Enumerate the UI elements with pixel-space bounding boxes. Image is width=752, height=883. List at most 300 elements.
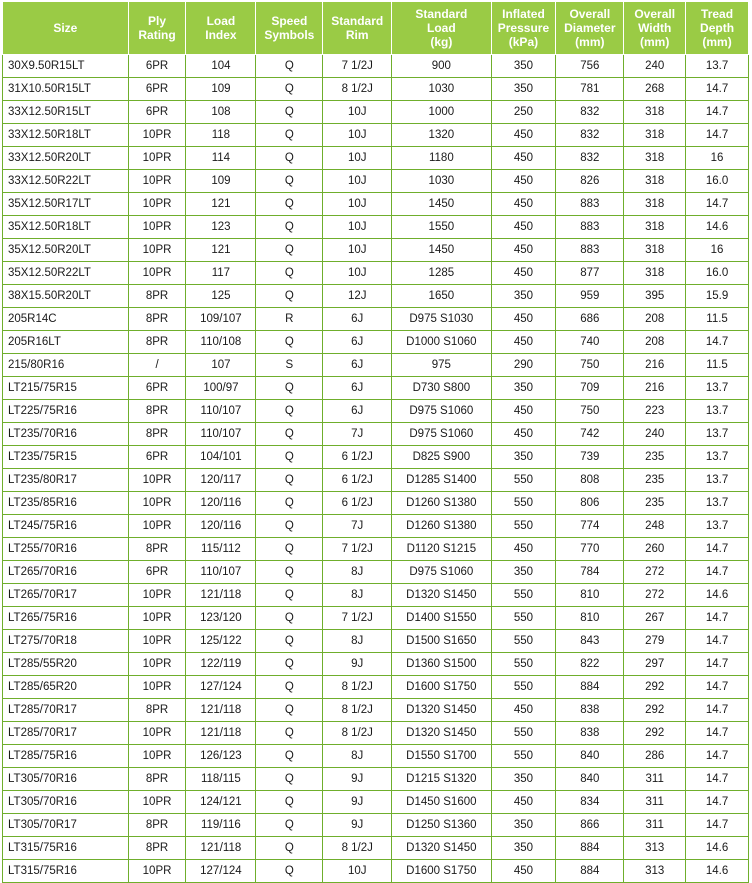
cell-inflated-pressure: 550 <box>491 607 556 630</box>
cell-size: LT235/85R16 <box>3 492 129 515</box>
cell-ply-rating: 8PR <box>128 837 186 860</box>
cell-standard-rim: 7J <box>323 423 392 446</box>
cell-speed-symbol: R <box>256 308 323 331</box>
table-row <box>3 837 749 860</box>
cell-ply-rating: 10PR <box>128 262 186 285</box>
cell-size: LT245/75R16 <box>3 515 129 538</box>
cell-ply-rating: 10PR <box>128 676 186 699</box>
cell-load-index: 114 <box>186 147 256 170</box>
cell-standard-rim: 12J <box>323 285 392 308</box>
cell-size: 205R16LT <box>3 331 129 354</box>
cell-load-index: 121/118 <box>186 722 256 745</box>
cell-size: LT265/70R16 <box>3 561 129 584</box>
cell-inflated-pressure: 450 <box>491 124 556 147</box>
cell-ply-rating: 10PR <box>128 469 186 492</box>
cell-size: LT285/70R17 <box>3 699 129 722</box>
cell-standard-load: D1500 S1650 <box>392 630 491 653</box>
cell-speed-symbol: Q <box>256 653 323 676</box>
cell-standard-load: D1320 S1450 <box>392 722 491 745</box>
cell-tread-depth: 15.9 <box>686 285 749 308</box>
cell-size: LT235/70R16 <box>3 423 129 446</box>
cell-overall-width: 260 <box>624 538 686 561</box>
cell-standard-load: 1320 <box>392 124 491 147</box>
cell-overall-width: 318 <box>624 170 686 193</box>
cell-load-index: 110/108 <box>186 331 256 354</box>
cell-inflated-pressure: 350 <box>491 285 556 308</box>
cell-ply-rating: 10PR <box>128 492 186 515</box>
table-row <box>3 814 749 837</box>
cell-speed-symbol: Q <box>256 147 323 170</box>
cell-speed-symbol: Q <box>256 285 323 308</box>
column-header-ply-rating: Ply Rating <box>128 2 186 55</box>
cell-size: LT215/75R15 <box>3 377 129 400</box>
cell-overall-diameter: 959 <box>556 285 624 308</box>
cell-standard-load: D1450 S1600 <box>392 791 491 814</box>
cell-speed-symbol: Q <box>256 377 323 400</box>
cell-overall-diameter: 838 <box>556 722 624 745</box>
cell-overall-width: 240 <box>624 55 686 78</box>
cell-tread-depth: 16.0 <box>686 170 749 193</box>
cell-speed-symbol: Q <box>256 101 323 124</box>
cell-standard-rim: 9J <box>323 814 392 837</box>
cell-ply-rating: 10PR <box>128 653 186 676</box>
cell-inflated-pressure: 450 <box>491 538 556 561</box>
table-body <box>3 55 749 883</box>
cell-overall-width: 292 <box>624 722 686 745</box>
cell-standard-load: D1550 S1700 <box>392 745 491 768</box>
cell-load-index: 123/120 <box>186 607 256 630</box>
cell-overall-diameter: 884 <box>556 837 624 860</box>
cell-tread-depth: 16.0 <box>686 262 749 285</box>
cell-load-index: 127/124 <box>186 676 256 699</box>
cell-overall-diameter: 770 <box>556 538 624 561</box>
cell-standard-rim: 6 1/2J <box>323 446 392 469</box>
cell-tread-depth: 14.7 <box>686 78 749 101</box>
cell-overall-diameter: 810 <box>556 607 624 630</box>
cell-overall-diameter: 756 <box>556 55 624 78</box>
cell-overall-diameter: 742 <box>556 423 624 446</box>
cell-tread-depth: 14.7 <box>686 124 749 147</box>
table-row <box>3 515 749 538</box>
cell-load-index: 125/122 <box>186 630 256 653</box>
cell-size: 35X12.50R22LT <box>3 262 129 285</box>
cell-overall-diameter: 840 <box>556 745 624 768</box>
cell-standard-rim: 6J <box>323 331 392 354</box>
cell-tread-depth: 14.7 <box>686 768 749 791</box>
cell-inflated-pressure: 550 <box>491 584 556 607</box>
cell-standard-rim: 10J <box>323 239 392 262</box>
cell-inflated-pressure: 450 <box>491 331 556 354</box>
cell-standard-rim: 7 1/2J <box>323 538 392 561</box>
cell-standard-load: 1650 <box>392 285 491 308</box>
column-header-standard-rim: Standard Rim <box>323 2 392 55</box>
cell-standard-rim: 8J <box>323 630 392 653</box>
cell-standard-load: D1250 S1360 <box>392 814 491 837</box>
cell-overall-width: 297 <box>624 653 686 676</box>
cell-overall-diameter: 739 <box>556 446 624 469</box>
cell-tread-depth: 13.7 <box>686 423 749 446</box>
cell-overall-width: 395 <box>624 285 686 308</box>
cell-standard-rim: 7 1/2J <box>323 55 392 78</box>
cell-speed-symbol: Q <box>256 584 323 607</box>
cell-size: LT315/75R16 <box>3 860 129 883</box>
cell-standard-rim: 6 1/2J <box>323 469 392 492</box>
cell-overall-diameter: 781 <box>556 78 624 101</box>
cell-tread-depth: 14.7 <box>686 607 749 630</box>
table-row <box>3 768 749 791</box>
cell-tread-depth: 13.7 <box>686 400 749 423</box>
cell-standard-load: 1285 <box>392 262 491 285</box>
cell-standard-load: D1285 S1400 <box>392 469 491 492</box>
cell-standard-rim: 8J <box>323 561 392 584</box>
cell-load-index: 110/107 <box>186 561 256 584</box>
table-row <box>3 78 749 101</box>
cell-standard-rim: 8 1/2J <box>323 837 392 860</box>
cell-overall-diameter: 740 <box>556 331 624 354</box>
cell-tread-depth: 16 <box>686 147 749 170</box>
cell-tread-depth: 13.7 <box>686 446 749 469</box>
cell-overall-diameter: 877 <box>556 262 624 285</box>
cell-ply-rating: 10PR <box>128 584 186 607</box>
cell-overall-width: 292 <box>624 699 686 722</box>
table-row <box>3 331 749 354</box>
column-header-standard-load: Standard Load (kg) <box>392 2 491 55</box>
cell-standard-rim: 6J <box>323 377 392 400</box>
cell-inflated-pressure: 550 <box>491 492 556 515</box>
cell-speed-symbol: Q <box>256 837 323 860</box>
cell-standard-load: D1360 S1500 <box>392 653 491 676</box>
cell-standard-load: 1450 <box>392 193 491 216</box>
cell-standard-load: 900 <box>392 55 491 78</box>
cell-ply-rating: 10PR <box>128 791 186 814</box>
cell-speed-symbol: Q <box>256 745 323 768</box>
cell-overall-width: 311 <box>624 768 686 791</box>
cell-speed-symbol: Q <box>256 78 323 101</box>
cell-ply-rating: 8PR <box>128 331 186 354</box>
cell-speed-symbol: Q <box>256 446 323 469</box>
cell-load-index: 120/116 <box>186 515 256 538</box>
cell-inflated-pressure: 550 <box>491 630 556 653</box>
cell-tread-depth: 14.7 <box>686 814 749 837</box>
cell-tread-depth: 14.7 <box>686 653 749 676</box>
cell-standard-rim: 10J <box>323 262 392 285</box>
cell-overall-diameter: 826 <box>556 170 624 193</box>
cell-tread-depth: 14.6 <box>686 837 749 860</box>
column-header-overall-diameter: Overall Diameter (mm) <box>556 2 624 55</box>
cell-load-index: 100/97 <box>186 377 256 400</box>
cell-ply-rating: 8PR <box>128 285 186 308</box>
cell-overall-width: 318 <box>624 239 686 262</box>
cell-standard-rim: 10J <box>323 216 392 239</box>
cell-size: LT225/75R16 <box>3 400 129 423</box>
cell-size: LT255/70R16 <box>3 538 129 561</box>
cell-load-index: 107 <box>186 354 256 377</box>
cell-ply-rating: 6PR <box>128 377 186 400</box>
cell-standard-rim: 8 1/2J <box>323 722 392 745</box>
cell-standard-rim: 9J <box>323 768 392 791</box>
cell-size: 33X12.50R20LT <box>3 147 129 170</box>
cell-standard-rim: 10J <box>323 860 392 883</box>
cell-load-index: 121 <box>186 193 256 216</box>
cell-ply-rating: 6PR <box>128 78 186 101</box>
cell-tread-depth: 13.7 <box>686 55 749 78</box>
cell-overall-width: 318 <box>624 147 686 170</box>
table-header <box>3 2 749 55</box>
cell-standard-load: D730 S800 <box>392 377 491 400</box>
cell-overall-width: 268 <box>624 78 686 101</box>
cell-speed-symbol: Q <box>256 423 323 446</box>
cell-inflated-pressure: 290 <box>491 354 556 377</box>
column-header-speed-symbols: Speed Symbols <box>256 2 323 55</box>
cell-load-index: 115/112 <box>186 538 256 561</box>
cell-speed-symbol: Q <box>256 492 323 515</box>
table-row <box>3 193 749 216</box>
cell-load-index: 108 <box>186 101 256 124</box>
cell-overall-width: 223 <box>624 400 686 423</box>
cell-inflated-pressure: 550 <box>491 722 556 745</box>
cell-standard-load: D1320 S1450 <box>392 699 491 722</box>
cell-tread-depth: 11.5 <box>686 354 749 377</box>
cell-inflated-pressure: 450 <box>491 400 556 423</box>
cell-overall-diameter: 832 <box>556 147 624 170</box>
cell-standard-rim: 10J <box>323 193 392 216</box>
cell-inflated-pressure: 450 <box>491 308 556 331</box>
cell-overall-diameter: 838 <box>556 699 624 722</box>
table-row <box>3 400 749 423</box>
cell-ply-rating: 10PR <box>128 170 186 193</box>
cell-speed-symbol: Q <box>256 55 323 78</box>
cell-ply-rating: 6PR <box>128 446 186 469</box>
cell-inflated-pressure: 550 <box>491 676 556 699</box>
cell-standard-rim: 7J <box>323 515 392 538</box>
cell-tread-depth: 13.7 <box>686 515 749 538</box>
cell-inflated-pressure: 550 <box>491 515 556 538</box>
cell-overall-width: 318 <box>624 193 686 216</box>
cell-inflated-pressure: 450 <box>491 239 556 262</box>
cell-size: LT285/75R16 <box>3 745 129 768</box>
cell-load-index: 120/117 <box>186 469 256 492</box>
column-header-overall-width: Overall Width (mm) <box>624 2 686 55</box>
cell-size: LT265/75R16 <box>3 607 129 630</box>
cell-load-index: 120/116 <box>186 492 256 515</box>
table-row <box>3 55 749 78</box>
cell-standard-rim: 10J <box>323 124 392 147</box>
cell-overall-width: 313 <box>624 837 686 860</box>
cell-speed-symbol: Q <box>256 699 323 722</box>
cell-size: LT305/70R17 <box>3 814 129 837</box>
cell-load-index: 118/115 <box>186 768 256 791</box>
cell-load-index: 109 <box>186 78 256 101</box>
cell-speed-symbol: Q <box>256 791 323 814</box>
cell-load-index: 104 <box>186 55 256 78</box>
cell-standard-rim: 9J <box>323 791 392 814</box>
cell-inflated-pressure: 450 <box>491 216 556 239</box>
cell-overall-diameter: 832 <box>556 124 624 147</box>
cell-ply-rating: 8PR <box>128 699 186 722</box>
cell-speed-symbol: Q <box>256 630 323 653</box>
cell-overall-diameter: 784 <box>556 561 624 584</box>
table-row <box>3 308 749 331</box>
table-row <box>3 745 749 768</box>
cell-inflated-pressure: 450 <box>491 791 556 814</box>
cell-load-index: 121/118 <box>186 584 256 607</box>
cell-tread-depth: 14.7 <box>686 538 749 561</box>
cell-load-index: 121 <box>186 239 256 262</box>
cell-tread-depth: 14.7 <box>686 676 749 699</box>
cell-speed-symbol: Q <box>256 860 323 883</box>
cell-inflated-pressure: 350 <box>491 377 556 400</box>
cell-tread-depth: 13.7 <box>686 492 749 515</box>
table-row <box>3 101 749 124</box>
table-row <box>3 262 749 285</box>
cell-size: LT285/65R20 <box>3 676 129 699</box>
cell-size: LT315/75R16 <box>3 837 129 860</box>
cell-standard-load: D1000 S1060 <box>392 331 491 354</box>
cell-standard-load: 1450 <box>392 239 491 262</box>
table-row <box>3 354 749 377</box>
cell-inflated-pressure: 450 <box>491 423 556 446</box>
cell-tread-depth: 13.7 <box>686 469 749 492</box>
cell-standard-load: D1600 S1750 <box>392 860 491 883</box>
cell-ply-rating: 8PR <box>128 400 186 423</box>
cell-standard-rim: 10J <box>323 101 392 124</box>
cell-standard-load: D975 S1060 <box>392 400 491 423</box>
table-row <box>3 653 749 676</box>
cell-inflated-pressure: 450 <box>491 262 556 285</box>
cell-standard-load: D1260 S1380 <box>392 492 491 515</box>
cell-overall-diameter: 774 <box>556 515 624 538</box>
cell-load-index: 121/118 <box>186 837 256 860</box>
cell-standard-rim: 8 1/2J <box>323 78 392 101</box>
cell-standard-load: D825 S900 <box>392 446 491 469</box>
cell-standard-rim: 8 1/2J <box>323 676 392 699</box>
cell-load-index: 119/116 <box>186 814 256 837</box>
cell-load-index: 127/124 <box>186 860 256 883</box>
cell-overall-width: 311 <box>624 791 686 814</box>
cell-ply-rating: / <box>128 354 186 377</box>
cell-load-index: 117 <box>186 262 256 285</box>
cell-tread-depth: 14.7 <box>686 630 749 653</box>
table-row <box>3 699 749 722</box>
table-row <box>3 377 749 400</box>
cell-size: 35X12.50R18LT <box>3 216 129 239</box>
cell-inflated-pressure: 350 <box>491 78 556 101</box>
cell-standard-load: D1120 S1215 <box>392 538 491 561</box>
cell-overall-diameter: 806 <box>556 492 624 515</box>
cell-overall-width: 318 <box>624 216 686 239</box>
cell-inflated-pressure: 550 <box>491 745 556 768</box>
cell-size: 31X10.50R15LT <box>3 78 129 101</box>
cell-tread-depth: 11.5 <box>686 308 749 331</box>
table-row <box>3 584 749 607</box>
cell-overall-diameter: 883 <box>556 239 624 262</box>
cell-ply-rating: 10PR <box>128 630 186 653</box>
cell-standard-load: 975 <box>392 354 491 377</box>
cell-ply-rating: 8PR <box>128 423 186 446</box>
cell-size: LT285/70R17 <box>3 722 129 745</box>
cell-speed-symbol: Q <box>256 400 323 423</box>
cell-speed-symbol: Q <box>256 538 323 561</box>
cell-speed-symbol: Q <box>256 469 323 492</box>
cell-size: 33X12.50R18LT <box>3 124 129 147</box>
cell-tread-depth: 14.7 <box>686 722 749 745</box>
cell-standard-rim: 10J <box>323 170 392 193</box>
cell-load-index: 110/107 <box>186 423 256 446</box>
cell-standard-rim: 8J <box>323 745 392 768</box>
cell-standard-load: 1180 <box>392 147 491 170</box>
cell-load-index: 122/119 <box>186 653 256 676</box>
cell-overall-width: 318 <box>624 262 686 285</box>
cell-overall-width: 272 <box>624 561 686 584</box>
cell-speed-symbol: Q <box>256 676 323 699</box>
cell-speed-symbol: Q <box>256 331 323 354</box>
cell-tread-depth: 14.7 <box>686 331 749 354</box>
cell-overall-width: 267 <box>624 607 686 630</box>
table-row <box>3 860 749 883</box>
cell-load-index: 124/121 <box>186 791 256 814</box>
column-header-load-index: Load Index <box>186 2 256 55</box>
table-row <box>3 607 749 630</box>
cell-standard-load: 1550 <box>392 216 491 239</box>
cell-load-index: 109/107 <box>186 308 256 331</box>
cell-overall-width: 208 <box>624 331 686 354</box>
cell-overall-width: 272 <box>624 584 686 607</box>
cell-load-index: 118 <box>186 124 256 147</box>
cell-speed-symbol: Q <box>256 561 323 584</box>
cell-tread-depth: 14.6 <box>686 216 749 239</box>
cell-inflated-pressure: 350 <box>491 446 556 469</box>
cell-tread-depth: 14.7 <box>686 561 749 584</box>
column-header-tread-depth: Tread Depth (mm) <box>686 2 749 55</box>
cell-speed-symbol: Q <box>256 515 323 538</box>
cell-tread-depth: 14.6 <box>686 860 749 883</box>
cell-size: LT235/80R17 <box>3 469 129 492</box>
cell-overall-diameter: 832 <box>556 101 624 124</box>
column-header-inflated-pressure: Inflated Pressure (kPa) <box>491 2 556 55</box>
cell-ply-rating: 6PR <box>128 561 186 584</box>
cell-standard-load: D975 S1030 <box>392 308 491 331</box>
cell-ply-rating: 10PR <box>128 216 186 239</box>
cell-standard-load: D975 S1060 <box>392 423 491 446</box>
cell-standard-rim: 6 1/2J <box>323 492 392 515</box>
cell-size: 205R14C <box>3 308 129 331</box>
cell-tread-depth: 13.7 <box>686 377 749 400</box>
cell-overall-width: 216 <box>624 377 686 400</box>
cell-tread-depth: 14.7 <box>686 745 749 768</box>
cell-overall-width: 235 <box>624 446 686 469</box>
cell-ply-rating: 10PR <box>128 607 186 630</box>
cell-tread-depth: 14.7 <box>686 699 749 722</box>
cell-speed-symbol: S <box>256 354 323 377</box>
table-row <box>3 469 749 492</box>
cell-size: LT305/70R16 <box>3 791 129 814</box>
cell-ply-rating: 10PR <box>128 722 186 745</box>
cell-overall-width: 313 <box>624 860 686 883</box>
cell-size: 35X12.50R17LT <box>3 193 129 216</box>
cell-standard-load: D1400 S1550 <box>392 607 491 630</box>
cell-speed-symbol: Q <box>256 814 323 837</box>
table-row <box>3 722 749 745</box>
cell-ply-rating: 8PR <box>128 308 186 331</box>
cell-standard-load: D1320 S1450 <box>392 837 491 860</box>
tire-spec-table <box>2 1 749 883</box>
cell-ply-rating: 8PR <box>128 768 186 791</box>
cell-inflated-pressure: 450 <box>491 860 556 883</box>
header-row <box>3 2 749 55</box>
cell-overall-width: 216 <box>624 354 686 377</box>
table-row <box>3 216 749 239</box>
cell-speed-symbol: Q <box>256 262 323 285</box>
